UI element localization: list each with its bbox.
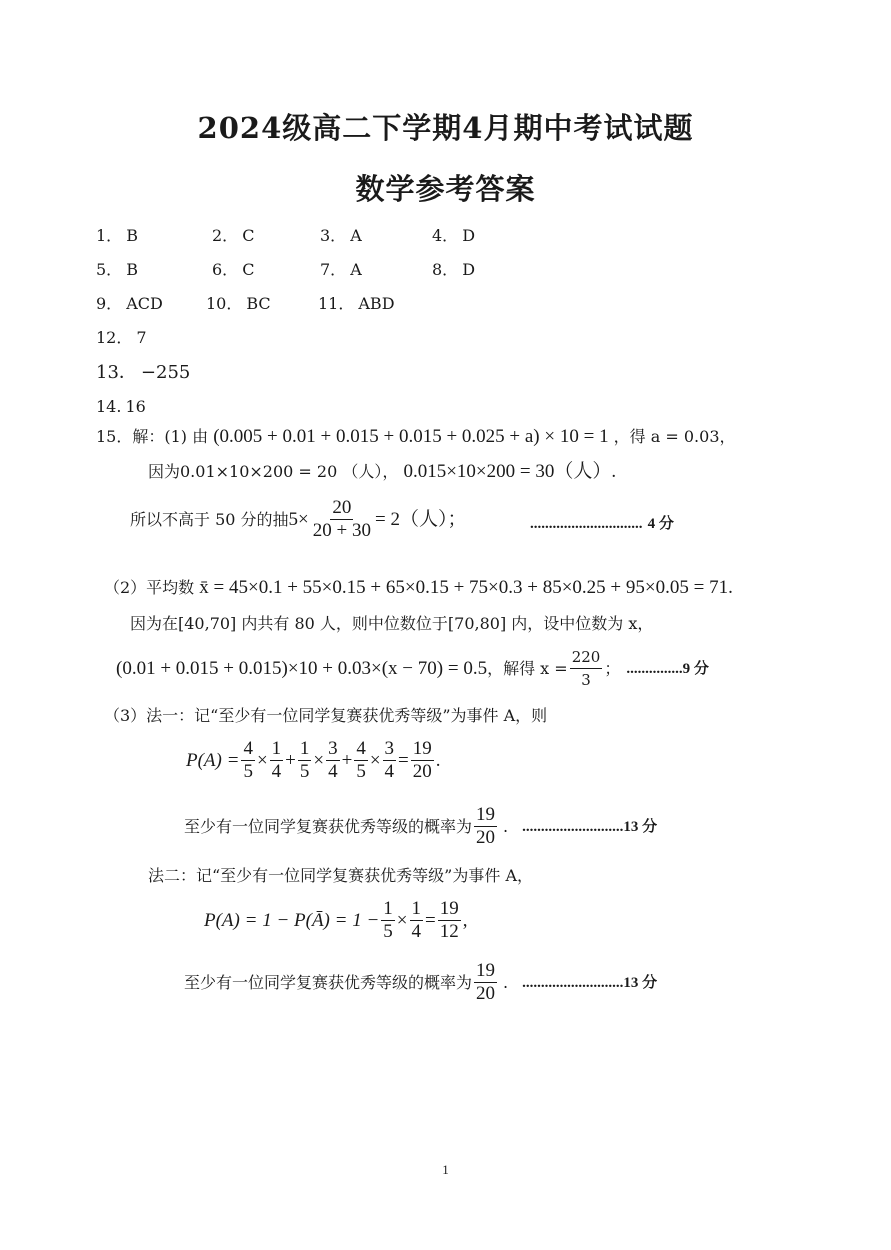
fraction-denominator: 3 [581,671,591,689]
answer-item [96,328,147,348]
question-number: 2． [212,226,239,245]
score-mark: 4 分 [647,516,674,532]
answer-value: −255 [140,362,191,383]
answer-item [320,226,362,246]
fraction [381,898,395,943]
q15-part3-conclusion [184,804,657,849]
q15-part1-line1 [96,427,736,447]
fraction-denominator: 20 [412,761,432,782]
period: . [503,816,509,836]
fraction-denominator: 4 [328,761,338,782]
fraction-numerator: 3 [328,738,338,759]
answer-item [318,294,395,314]
answer-item [206,294,271,314]
answer-item [432,260,475,280]
product-sum [239,738,435,783]
operator: × [396,909,408,931]
question-number: 13． [96,362,137,383]
fraction-numerator: 1 [383,898,393,919]
fraction-numerator: 220 [570,646,603,669]
q15-median-equation: (0.01 + 0.015 + 0.015)×10 + 0.03×(x − 70) = 0.5 [116,657,488,679]
question-number: 9． [96,294,123,313]
q15-part3-label: （3）法一：记“至少有一位同学复赛获优秀等级”为事件 A，则 [104,706,548,725]
answer-value: ACD [126,294,163,313]
period: . [435,749,441,771]
question-number: 7． [320,260,347,279]
fraction [270,738,284,783]
q15-so-pre: 5× [288,508,309,530]
fraction [326,738,340,783]
answer-item [96,260,138,280]
answer-value: C [242,260,255,279]
fraction-numerator: 4 [356,738,366,759]
answer-item [212,226,254,246]
fraction [298,738,312,783]
period: . [503,972,509,992]
answer-value: D [462,260,476,279]
question-number: 8． [432,260,459,279]
conclusion-text: 至少有一位同学复赛获优秀等级的概率为 [184,972,473,992]
page-number: 1 [442,1162,449,1177]
answer-item [212,260,254,280]
q15-result-1: ，得 a = 0.03， [613,427,736,446]
question-number: 6． [212,260,239,279]
answer-value: D [462,226,476,245]
fraction [311,497,373,542]
fraction [383,738,397,783]
q15-part2-line3 [116,646,709,691]
q15-method2-label: 法二：记“至少有一位同学复赛获优秀等级”为事件 A， [148,866,534,885]
answer-value: B [126,260,138,279]
score-mark: 13 分 [623,818,658,835]
q15-method2-equation [204,898,467,943]
answer-value: 7 [136,328,147,347]
fraction-denominator: 12 [439,921,459,942]
page-subtitle: 数学参考答案 [355,172,536,206]
q15-part3-equation [186,738,441,783]
fraction [354,738,368,783]
score-mark: 9 分 [682,660,709,677]
q15-part2-line2: 因为在[40,70] 内共有 80 人，则中位数位于[70,80] 内，设中位数为 x， [130,614,654,633]
answer-value: C [242,226,255,245]
operator: = [425,909,436,931]
operator: = [398,749,409,771]
fraction [410,898,424,943]
fraction [474,960,497,1005]
fraction-denominator: 20 [476,827,496,848]
answer-value: A [350,260,362,279]
fraction-denominator: 20 [476,983,496,1004]
fraction-denominator: 5 [356,761,366,782]
product [379,898,462,943]
fraction-denominator: 4 [271,761,282,782]
leader-dots: ............... [626,660,683,677]
leader-dots: ........................... [522,818,624,835]
q15-part2-label: （2）平均数 [104,578,195,597]
operator: × [313,749,325,771]
prob-lhs: P(A) = [186,749,240,771]
fraction [570,646,603,691]
fraction-denominator: 5 [383,921,393,942]
q15-part1-line3 [130,497,466,542]
fraction-numerator: 19 [412,738,432,759]
fraction-denominator: 4 [384,761,395,782]
conclusion-text: 至少有一位同学复赛获优秀等级的概率为 [184,816,473,836]
score-line-1 [530,512,674,533]
answer-value: 16 [125,397,146,416]
q15-part1-line2 [148,462,616,482]
answer-item [96,294,163,314]
answer-value: ABD [358,294,395,313]
fraction-denominator: 5 [243,761,253,782]
operator: + [285,749,296,771]
q15-mean-equation: x̄ = 45×0.1 + 55×0.15 + 65×0.15 + 75×0.3 + 85×0.25 + 95×0.05 = 71. [199,577,733,598]
q15-solve-text: ，解得 x = [487,658,568,678]
score-mark: 13 分 [623,974,658,991]
q15-method2-conclusion [184,960,657,1005]
page-title: 2024级高二下学期4月期中考试试题 [197,111,694,145]
q15-part2-line1 [104,578,733,598]
fraction-numerator: 4 [243,738,253,759]
question-number: 3． [320,226,347,245]
fraction [474,804,497,849]
fraction-numerator: 1 [299,738,310,759]
question-number: 1． [96,226,123,245]
q15-so-text: 所以不高于 50 分的抽 [130,509,289,529]
leader-dots: ........................... [522,974,624,991]
fraction [438,898,461,943]
question-number: 5． [96,260,123,279]
fraction-numerator: 20 [332,497,352,518]
q15-so-post: = 2（人）； [374,508,467,530]
fraction-numerator: 19 [439,898,459,919]
fraction-numerator: 1 [411,898,421,919]
fraction-denominator: 20 + 30 [312,520,371,541]
fraction-numerator: 1 [271,738,282,759]
comma: , [462,909,468,931]
question-number: 10． [206,294,243,313]
answer-item [96,397,146,417]
fraction-denominator: 4 [411,921,421,942]
q15-label: 15．解：(1) 由 [96,427,209,446]
q15-because-2: 0.015×10×200 = 30（人）. [403,461,617,482]
fraction-numerator: 19 [476,960,496,981]
answer-value: BC [246,294,271,313]
leader-dots: .............................. [530,516,643,532]
answer-item [320,260,362,280]
q15-semicolon: ； [604,658,621,678]
fraction-numerator: 19 [476,804,496,825]
answer-item [96,226,138,246]
question-number: 14. [96,397,122,416]
answer-value: A [350,226,362,245]
question-number: 12． [96,328,133,347]
q15-equation-1: (0.005 + 0.01 + 0.015 + 0.015 + 0.025 + a) × 10 = 1 [213,426,609,447]
answer-item [96,363,190,383]
operator: + [341,749,353,771]
question-number: 4． [432,226,459,245]
answer-item [432,226,475,246]
operator: × [256,749,268,771]
fraction-denominator: 5 [299,761,310,782]
q15-because: 因为0.01×10×200 = 20 （人）， [148,462,399,481]
fraction [411,738,434,783]
operator: × [369,749,381,771]
prob-lhs: P(A) = 1 − P(Ā) = 1 − [204,909,380,931]
fraction [241,738,255,783]
fraction-numerator: 3 [384,738,395,759]
question-number: 11． [318,294,355,313]
answer-value: B [126,226,138,245]
